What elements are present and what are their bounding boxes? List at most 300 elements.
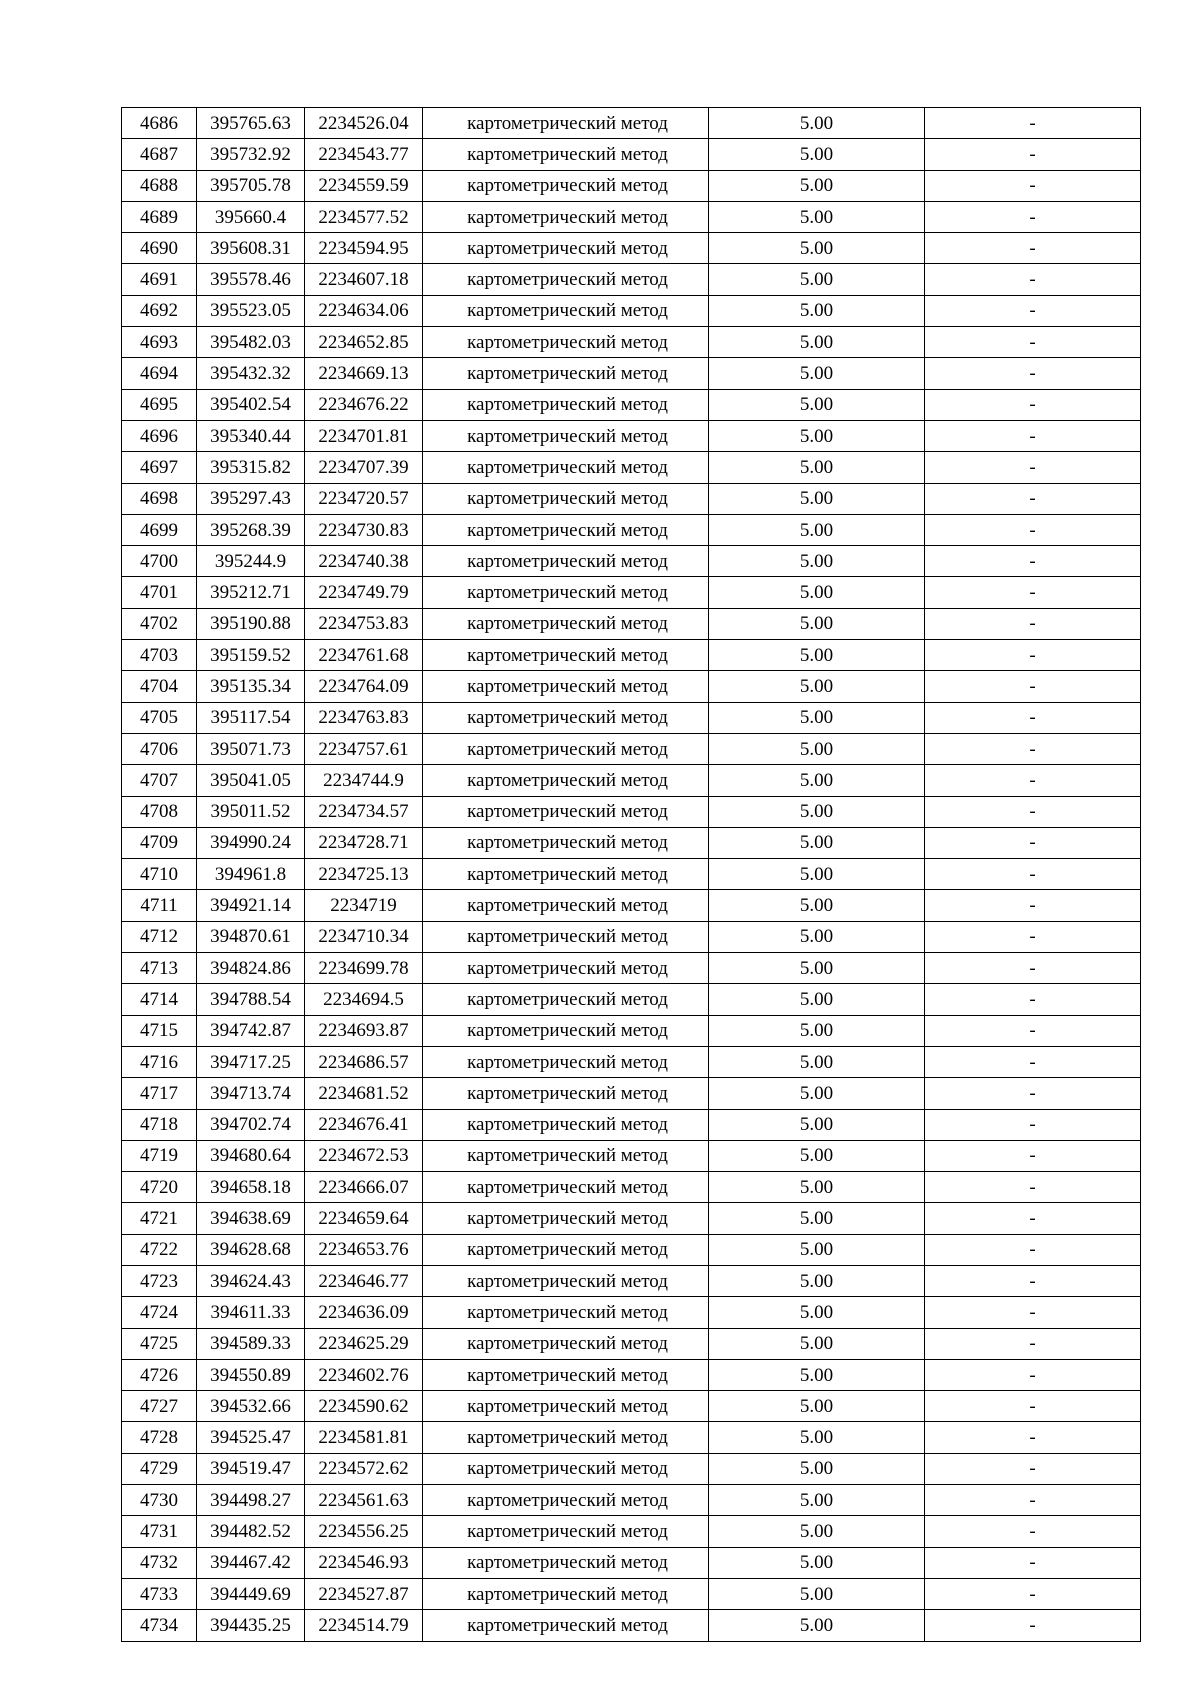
y-coordinate-cell: 2234559.59 <box>305 170 423 201</box>
point-number-cell: 4705 <box>122 702 197 733</box>
point-number-cell: 4686 <box>122 108 197 139</box>
point-number-cell: 4708 <box>122 796 197 827</box>
table-row <box>122 1422 1141 1453</box>
y-coordinate-cell: 2234764.09 <box>305 671 423 702</box>
x-coordinate-cell: 394638.69 <box>197 1203 305 1234</box>
point-number-cell: 4704 <box>122 671 197 702</box>
description-cell: - <box>925 1109 1141 1140</box>
y-coordinate-cell: 2234590.62 <box>305 1391 423 1422</box>
y-coordinate-cell: 2234728.71 <box>305 827 423 858</box>
table-row <box>122 1328 1141 1359</box>
table-row <box>122 1234 1141 1265</box>
x-coordinate-cell: 395244.9 <box>197 546 305 577</box>
table-row <box>122 201 1141 232</box>
accuracy-cell: 5.00 <box>709 546 925 577</box>
x-coordinate-cell: 394628.68 <box>197 1234 305 1265</box>
accuracy-cell: 5.00 <box>709 452 925 483</box>
description-cell: - <box>925 1297 1141 1328</box>
accuracy-cell: 5.00 <box>709 1046 925 1077</box>
point-number-cell: 4719 <box>122 1140 197 1171</box>
description-cell: - <box>925 1453 1141 1484</box>
y-coordinate-cell: 2234694.5 <box>305 984 423 1015</box>
x-coordinate-cell: 395402.54 <box>197 389 305 420</box>
y-coordinate-cell: 2234740.38 <box>305 546 423 577</box>
method-cell: картометрический метод <box>423 1578 709 1609</box>
point-number-cell: 4706 <box>122 733 197 764</box>
accuracy-cell: 5.00 <box>709 201 925 232</box>
table-row <box>122 420 1141 451</box>
description-cell: - <box>925 170 1141 201</box>
x-coordinate-cell: 394961.8 <box>197 859 305 890</box>
description-cell: - <box>925 1015 1141 1046</box>
point-number-cell: 4687 <box>122 139 197 170</box>
point-number-cell: 4696 <box>122 420 197 451</box>
y-coordinate-cell: 2234652.85 <box>305 327 423 358</box>
y-coordinate-cell: 2234672.53 <box>305 1140 423 1171</box>
description-cell: - <box>925 765 1141 796</box>
point-number-cell: 4695 <box>122 389 197 420</box>
description-cell: - <box>925 1265 1141 1296</box>
method-cell: картометрический метод <box>423 577 709 608</box>
table-row <box>122 1516 1141 1547</box>
method-cell: картометрический метод <box>423 295 709 326</box>
x-coordinate-cell: 394519.47 <box>197 1453 305 1484</box>
y-coordinate-cell: 2234757.61 <box>305 733 423 764</box>
description-cell: - <box>925 921 1141 952</box>
description-cell: - <box>925 1203 1141 1234</box>
point-number-cell: 4694 <box>122 358 197 389</box>
method-cell: картометрический метод <box>423 640 709 671</box>
y-coordinate-cell: 2234514.79 <box>305 1610 423 1641</box>
accuracy-cell: 5.00 <box>709 1109 925 1140</box>
method-cell: картометрический метод <box>423 1046 709 1077</box>
table-row <box>122 1172 1141 1203</box>
table-row <box>122 514 1141 545</box>
point-number-cell: 4727 <box>122 1391 197 1422</box>
x-coordinate-cell: 394532.66 <box>197 1391 305 1422</box>
x-coordinate-cell: 395732.92 <box>197 139 305 170</box>
table-row <box>122 1578 1141 1609</box>
x-coordinate-cell: 395268.39 <box>197 514 305 545</box>
x-coordinate-cell: 394788.54 <box>197 984 305 1015</box>
accuracy-cell: 5.00 <box>709 358 925 389</box>
point-number-cell: 4711 <box>122 890 197 921</box>
accuracy-cell: 5.00 <box>709 233 925 264</box>
method-cell: картометрический метод <box>423 765 709 796</box>
x-coordinate-cell: 395705.78 <box>197 170 305 201</box>
table-row <box>122 1485 1141 1516</box>
x-coordinate-cell: 394717.25 <box>197 1046 305 1077</box>
point-number-cell: 4689 <box>122 201 197 232</box>
accuracy-cell: 5.00 <box>709 1453 925 1484</box>
point-number-cell: 4715 <box>122 1015 197 1046</box>
description-cell: - <box>925 1422 1141 1453</box>
x-coordinate-cell: 395315.82 <box>197 452 305 483</box>
y-coordinate-cell: 2234556.25 <box>305 1516 423 1547</box>
point-number-cell: 4721 <box>122 1203 197 1234</box>
method-cell: картометрический метод <box>423 1140 709 1171</box>
x-coordinate-cell: 394624.43 <box>197 1265 305 1296</box>
x-coordinate-cell: 394435.25 <box>197 1610 305 1641</box>
method-cell: картометрический метод <box>423 327 709 358</box>
method-cell: картометрический метод <box>423 139 709 170</box>
description-cell: - <box>925 859 1141 890</box>
y-coordinate-cell: 2234646.77 <box>305 1265 423 1296</box>
x-coordinate-cell: 395608.31 <box>197 233 305 264</box>
point-number-cell: 4710 <box>122 859 197 890</box>
accuracy-cell: 5.00 <box>709 1359 925 1390</box>
method-cell: картометрический метод <box>423 1015 709 1046</box>
x-coordinate-cell: 395660.4 <box>197 201 305 232</box>
description-cell: - <box>925 1328 1141 1359</box>
point-number-cell: 4732 <box>122 1547 197 1578</box>
point-number-cell: 4690 <box>122 233 197 264</box>
accuracy-cell: 5.00 <box>709 796 925 827</box>
x-coordinate-cell: 394824.86 <box>197 953 305 984</box>
description-cell: - <box>925 796 1141 827</box>
description-cell: - <box>925 233 1141 264</box>
point-number-cell: 4717 <box>122 1078 197 1109</box>
y-coordinate-cell: 2234701.81 <box>305 420 423 451</box>
table-row <box>122 1109 1141 1140</box>
accuracy-cell: 5.00 <box>709 984 925 1015</box>
method-cell: картометрический метод <box>423 702 709 733</box>
description-cell: - <box>925 1359 1141 1390</box>
y-coordinate-cell: 2234669.13 <box>305 358 423 389</box>
accuracy-cell: 5.00 <box>709 514 925 545</box>
method-cell: картометрический метод <box>423 483 709 514</box>
description-cell: - <box>925 1172 1141 1203</box>
point-number-cell: 4693 <box>122 327 197 358</box>
x-coordinate-cell: 395011.52 <box>197 796 305 827</box>
method-cell: картометрический метод <box>423 358 709 389</box>
accuracy-cell: 5.00 <box>709 420 925 451</box>
description-cell: - <box>925 1610 1141 1641</box>
point-number-cell: 4698 <box>122 483 197 514</box>
table-row <box>122 702 1141 733</box>
table-row <box>122 1046 1141 1077</box>
method-cell: картометрический метод <box>423 1203 709 1234</box>
description-cell: - <box>925 452 1141 483</box>
table-row <box>122 1547 1141 1578</box>
description-cell: - <box>925 327 1141 358</box>
accuracy-cell: 5.00 <box>709 1297 925 1328</box>
table-row <box>122 327 1141 358</box>
x-coordinate-cell: 394550.89 <box>197 1359 305 1390</box>
x-coordinate-cell: 394990.24 <box>197 827 305 858</box>
method-cell: картометрический метод <box>423 514 709 545</box>
table-row <box>122 295 1141 326</box>
x-coordinate-cell: 395135.34 <box>197 671 305 702</box>
accuracy-cell: 5.00 <box>709 139 925 170</box>
y-coordinate-cell: 2234699.78 <box>305 953 423 984</box>
accuracy-cell: 5.00 <box>709 1234 925 1265</box>
table-row <box>122 389 1141 420</box>
x-coordinate-cell: 394713.74 <box>197 1078 305 1109</box>
table-row <box>122 1610 1141 1641</box>
accuracy-cell: 5.00 <box>709 1547 925 1578</box>
x-coordinate-cell: 395041.05 <box>197 765 305 796</box>
table-row <box>122 608 1141 639</box>
y-coordinate-cell: 2234749.79 <box>305 577 423 608</box>
description-cell: - <box>925 201 1141 232</box>
description-cell: - <box>925 1046 1141 1077</box>
table-row <box>122 452 1141 483</box>
accuracy-cell: 5.00 <box>709 921 925 952</box>
y-coordinate-cell: 2234594.95 <box>305 233 423 264</box>
method-cell: картометрический метод <box>423 1485 709 1516</box>
y-coordinate-cell: 2234653.76 <box>305 1234 423 1265</box>
method-cell: картометрический метод <box>423 1172 709 1203</box>
method-cell: картометрический метод <box>423 108 709 139</box>
description-cell: - <box>925 890 1141 921</box>
point-number-cell: 4701 <box>122 577 197 608</box>
point-number-cell: 4716 <box>122 1046 197 1077</box>
y-coordinate-cell: 2234720.57 <box>305 483 423 514</box>
x-coordinate-cell: 394498.27 <box>197 1485 305 1516</box>
x-coordinate-cell: 395071.73 <box>197 733 305 764</box>
y-coordinate-cell: 2234625.29 <box>305 1328 423 1359</box>
accuracy-cell: 5.00 <box>709 1610 925 1641</box>
point-number-cell: 4729 <box>122 1453 197 1484</box>
accuracy-cell: 5.00 <box>709 733 925 764</box>
table-row <box>122 233 1141 264</box>
method-cell: картометрический метод <box>423 1547 709 1578</box>
method-cell: картометрический метод <box>423 1297 709 1328</box>
method-cell: картометрический метод <box>423 1109 709 1140</box>
description-cell: - <box>925 671 1141 702</box>
method-cell: картометрический метод <box>423 452 709 483</box>
method-cell: картометрический метод <box>423 389 709 420</box>
table-row <box>122 671 1141 702</box>
point-number-cell: 4733 <box>122 1578 197 1609</box>
description-cell: - <box>925 1516 1141 1547</box>
y-coordinate-cell: 2234710.34 <box>305 921 423 952</box>
description-cell: - <box>925 1140 1141 1171</box>
table-row <box>122 796 1141 827</box>
method-cell: картометрический метод <box>423 1078 709 1109</box>
y-coordinate-cell: 2234761.68 <box>305 640 423 671</box>
table-row <box>122 1015 1141 1046</box>
y-coordinate-cell: 2234634.06 <box>305 295 423 326</box>
y-coordinate-cell: 2234636.09 <box>305 1297 423 1328</box>
description-cell: - <box>925 139 1141 170</box>
method-cell: картометрический метод <box>423 1359 709 1390</box>
accuracy-cell: 5.00 <box>709 108 925 139</box>
x-coordinate-cell: 395765.63 <box>197 108 305 139</box>
accuracy-cell: 5.00 <box>709 327 925 358</box>
y-coordinate-cell: 2234730.83 <box>305 514 423 545</box>
table-row <box>122 1140 1141 1171</box>
x-coordinate-cell: 395432.32 <box>197 358 305 389</box>
y-coordinate-cell: 2234676.22 <box>305 389 423 420</box>
x-coordinate-cell: 394525.47 <box>197 1422 305 1453</box>
description-cell: - <box>925 733 1141 764</box>
y-coordinate-cell: 2234577.52 <box>305 201 423 232</box>
point-number-cell: 4714 <box>122 984 197 1015</box>
point-number-cell: 4692 <box>122 295 197 326</box>
table-row <box>122 483 1141 514</box>
point-number-cell: 4734 <box>122 1610 197 1641</box>
table-row <box>122 890 1141 921</box>
point-number-cell: 4713 <box>122 953 197 984</box>
x-coordinate-cell: 394611.33 <box>197 1297 305 1328</box>
description-cell: - <box>925 984 1141 1015</box>
method-cell: картометрический метод <box>423 1516 709 1547</box>
x-coordinate-cell: 395578.46 <box>197 264 305 295</box>
point-number-cell: 4718 <box>122 1109 197 1140</box>
description-cell: - <box>925 264 1141 295</box>
accuracy-cell: 5.00 <box>709 1516 925 1547</box>
accuracy-cell: 5.00 <box>709 953 925 984</box>
table-row <box>122 1391 1141 1422</box>
x-coordinate-cell: 394449.69 <box>197 1578 305 1609</box>
point-number-cell: 4723 <box>122 1265 197 1296</box>
y-coordinate-cell: 2234572.62 <box>305 1453 423 1484</box>
table-row <box>122 1203 1141 1234</box>
accuracy-cell: 5.00 <box>709 1140 925 1171</box>
table-row <box>122 921 1141 952</box>
method-cell: картометрический метод <box>423 201 709 232</box>
method-cell: картометрический метод <box>423 420 709 451</box>
table-row <box>122 953 1141 984</box>
description-cell: - <box>925 295 1141 326</box>
accuracy-cell: 5.00 <box>709 170 925 201</box>
accuracy-cell: 5.00 <box>709 1578 925 1609</box>
x-coordinate-cell: 395297.43 <box>197 483 305 514</box>
table-row <box>122 358 1141 389</box>
description-cell: - <box>925 640 1141 671</box>
method-cell: картометрический метод <box>423 953 709 984</box>
method-cell: картометрический метод <box>423 1391 709 1422</box>
table-row <box>122 859 1141 890</box>
y-coordinate-cell: 2234753.83 <box>305 608 423 639</box>
point-number-cell: 4724 <box>122 1297 197 1328</box>
y-coordinate-cell: 2234676.41 <box>305 1109 423 1140</box>
y-coordinate-cell: 2234725.13 <box>305 859 423 890</box>
point-number-cell: 4702 <box>122 608 197 639</box>
coordinates-table-body <box>122 108 1141 1642</box>
point-number-cell: 4726 <box>122 1359 197 1390</box>
point-number-cell: 4725 <box>122 1328 197 1359</box>
method-cell: картометрический метод <box>423 671 709 702</box>
point-number-cell: 4712 <box>122 921 197 952</box>
accuracy-cell: 5.00 <box>709 1485 925 1516</box>
x-coordinate-cell: 394702.74 <box>197 1109 305 1140</box>
description-cell: - <box>925 514 1141 545</box>
point-number-cell: 4688 <box>122 170 197 201</box>
method-cell: картометрический метод <box>423 1265 709 1296</box>
table-row <box>122 984 1141 1015</box>
table-row <box>122 139 1141 170</box>
accuracy-cell: 5.00 <box>709 1203 925 1234</box>
point-number-cell: 4731 <box>122 1516 197 1547</box>
accuracy-cell: 5.00 <box>709 1265 925 1296</box>
description-cell: - <box>925 358 1141 389</box>
x-coordinate-cell: 395212.71 <box>197 577 305 608</box>
table-row <box>122 1453 1141 1484</box>
description-cell: - <box>925 389 1141 420</box>
table-row <box>122 1359 1141 1390</box>
description-cell: - <box>925 608 1141 639</box>
x-coordinate-cell: 394658.18 <box>197 1172 305 1203</box>
x-coordinate-cell: 395340.44 <box>197 420 305 451</box>
accuracy-cell: 5.00 <box>709 1391 925 1422</box>
description-cell: - <box>925 108 1141 139</box>
accuracy-cell: 5.00 <box>709 1328 925 1359</box>
description-cell: - <box>925 1547 1141 1578</box>
method-cell: картометрический метод <box>423 608 709 639</box>
table-row <box>122 264 1141 295</box>
method-cell: картометрический метод <box>423 1422 709 1453</box>
point-number-cell: 4709 <box>122 827 197 858</box>
x-coordinate-cell: 394742.87 <box>197 1015 305 1046</box>
method-cell: картометрический метод <box>423 733 709 764</box>
point-number-cell: 4691 <box>122 264 197 295</box>
y-coordinate-cell: 2234526.04 <box>305 108 423 139</box>
coordinates-table <box>121 107 1141 1642</box>
y-coordinate-cell: 2234607.18 <box>305 264 423 295</box>
x-coordinate-cell: 395117.54 <box>197 702 305 733</box>
point-number-cell: 4700 <box>122 546 197 577</box>
accuracy-cell: 5.00 <box>709 608 925 639</box>
point-number-cell: 4707 <box>122 765 197 796</box>
accuracy-cell: 5.00 <box>709 264 925 295</box>
y-coordinate-cell: 2234763.83 <box>305 702 423 733</box>
x-coordinate-cell: 394467.42 <box>197 1547 305 1578</box>
point-number-cell: 4728 <box>122 1422 197 1453</box>
method-cell: картометрический метод <box>423 1234 709 1265</box>
method-cell: картометрический метод <box>423 264 709 295</box>
table-row <box>122 170 1141 201</box>
description-cell: - <box>925 702 1141 733</box>
table-row <box>122 577 1141 608</box>
x-coordinate-cell: 394921.14 <box>197 890 305 921</box>
accuracy-cell: 5.00 <box>709 483 925 514</box>
description-cell: - <box>925 420 1141 451</box>
method-cell: картометрический метод <box>423 921 709 952</box>
y-coordinate-cell: 2234681.52 <box>305 1078 423 1109</box>
y-coordinate-cell: 2234561.63 <box>305 1485 423 1516</box>
method-cell: картометрический метод <box>423 827 709 858</box>
y-coordinate-cell: 2234707.39 <box>305 452 423 483</box>
y-coordinate-cell: 2234527.87 <box>305 1578 423 1609</box>
accuracy-cell: 5.00 <box>709 295 925 326</box>
x-coordinate-cell: 395482.03 <box>197 327 305 358</box>
y-coordinate-cell: 2234602.76 <box>305 1359 423 1390</box>
y-coordinate-cell: 2234693.87 <box>305 1015 423 1046</box>
table-row <box>122 546 1141 577</box>
accuracy-cell: 5.00 <box>709 1015 925 1046</box>
table-row <box>122 1297 1141 1328</box>
y-coordinate-cell: 2234581.81 <box>305 1422 423 1453</box>
y-coordinate-cell: 2234744.9 <box>305 765 423 796</box>
table-row <box>122 108 1141 139</box>
description-cell: - <box>925 483 1141 514</box>
table-row <box>122 1078 1141 1109</box>
method-cell: картометрический метод <box>423 1610 709 1641</box>
method-cell: картометрический метод <box>423 859 709 890</box>
table-row <box>122 765 1141 796</box>
description-cell: - <box>925 1485 1141 1516</box>
description-cell: - <box>925 546 1141 577</box>
table-row <box>122 733 1141 764</box>
accuracy-cell: 5.00 <box>709 890 925 921</box>
x-coordinate-cell: 394482.52 <box>197 1516 305 1547</box>
description-cell: - <box>925 953 1141 984</box>
accuracy-cell: 5.00 <box>709 671 925 702</box>
point-number-cell: 4720 <box>122 1172 197 1203</box>
